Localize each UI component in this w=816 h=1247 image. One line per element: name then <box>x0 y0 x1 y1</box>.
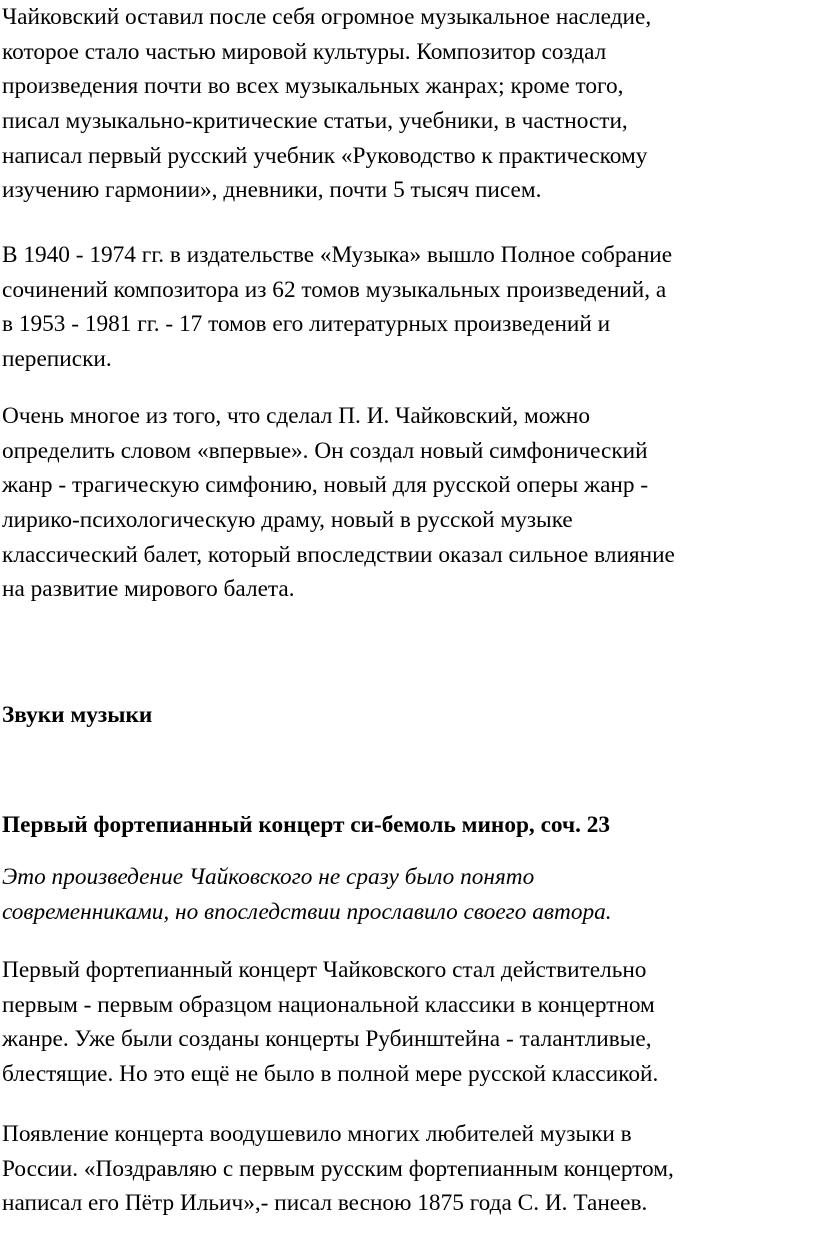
text-line: сочинений композитора из 62 томов музыкальных произведений, а <box>2 276 667 303</box>
text-line: Первый фортепианный концерт Чайковского стал действительно <box>2 957 647 983</box>
text-line: жанр - трагическую симфонию, новый для русской оперы жанр - <box>2 472 649 499</box>
text-line: произведения почти во всех музыкальных жанрах; кроме того, <box>2 73 624 100</box>
text-line: современниками, но впоследствии прославило своего автора. <box>2 898 612 925</box>
text-line: на развитие мирового балета. <box>2 576 295 603</box>
text-line: блестящие. Но это ещё не было в полной мере русской классикой. <box>2 1061 659 1088</box>
text-line: Появление концерта воодушевило многих любителей музыки в <box>2 1121 632 1147</box>
paragraph-intro-italic <box>2 860 612 929</box>
text-line: жанре. Уже были созданы концерты Рубинштейна - талантливые, <box>2 1026 652 1053</box>
text-line: написал первый русский учебник «Руководство к практическому <box>2 142 648 169</box>
text-line: Очень многое из того, что сделал П. И. Чайковский, можно <box>2 403 591 429</box>
text-line: Это произведение Чайковского не сразу было понято <box>2 864 535 890</box>
paragraph-legacy <box>2 0 651 208</box>
paragraph-taneev-quote <box>2 1117 674 1221</box>
paragraph-firsts <box>2 399 675 607</box>
section-heading-sounds: Звуки музыки <box>2 702 153 728</box>
text-line: в 1953 - 1981 гг. - 17 томов его литературных произведений и <box>2 311 611 338</box>
text-line: России. «Поздравляю с первым русским фортепианным концертом, <box>2 1155 674 1182</box>
text-line: изучению гармонии», дневники, почти 5 тысяч писем. <box>2 177 542 204</box>
paragraph-first-concerto <box>2 953 658 1092</box>
text-line: Чайковский оставил после себя огромное музыкальное наследие, <box>2 4 652 30</box>
text-line: В 1940 - 1974 гг. в издательстве «Музыка» вышло Полное собрание <box>2 242 673 268</box>
paragraph-collected-works <box>2 238 672 377</box>
text-line: писал музыкально-критические статьи, учебники, в частности, <box>2 108 628 135</box>
section-heading-concerto: Первый фортепианный концерт си-бемоль минор, соч. 23 <box>2 812 611 838</box>
text-line: классический балет, который впоследствии оказал сильное влияние <box>2 541 675 568</box>
text-line: первым - первым образцом национальной классики в концертном <box>2 991 655 1018</box>
text-line: лирико-психологическую драму, новый в русской музыке <box>2 507 573 534</box>
text-line: написал его Пётр Ильич»,- писал весною 1875 года С. И. Танеев. <box>2 1190 648 1217</box>
text-line: переписки. <box>2 346 112 373</box>
text-line: которое стало частью мировой культуры. Композитор создал <box>2 38 607 65</box>
text-line: определить словом «впервые». Он создал новый симфонический <box>2 437 648 464</box>
